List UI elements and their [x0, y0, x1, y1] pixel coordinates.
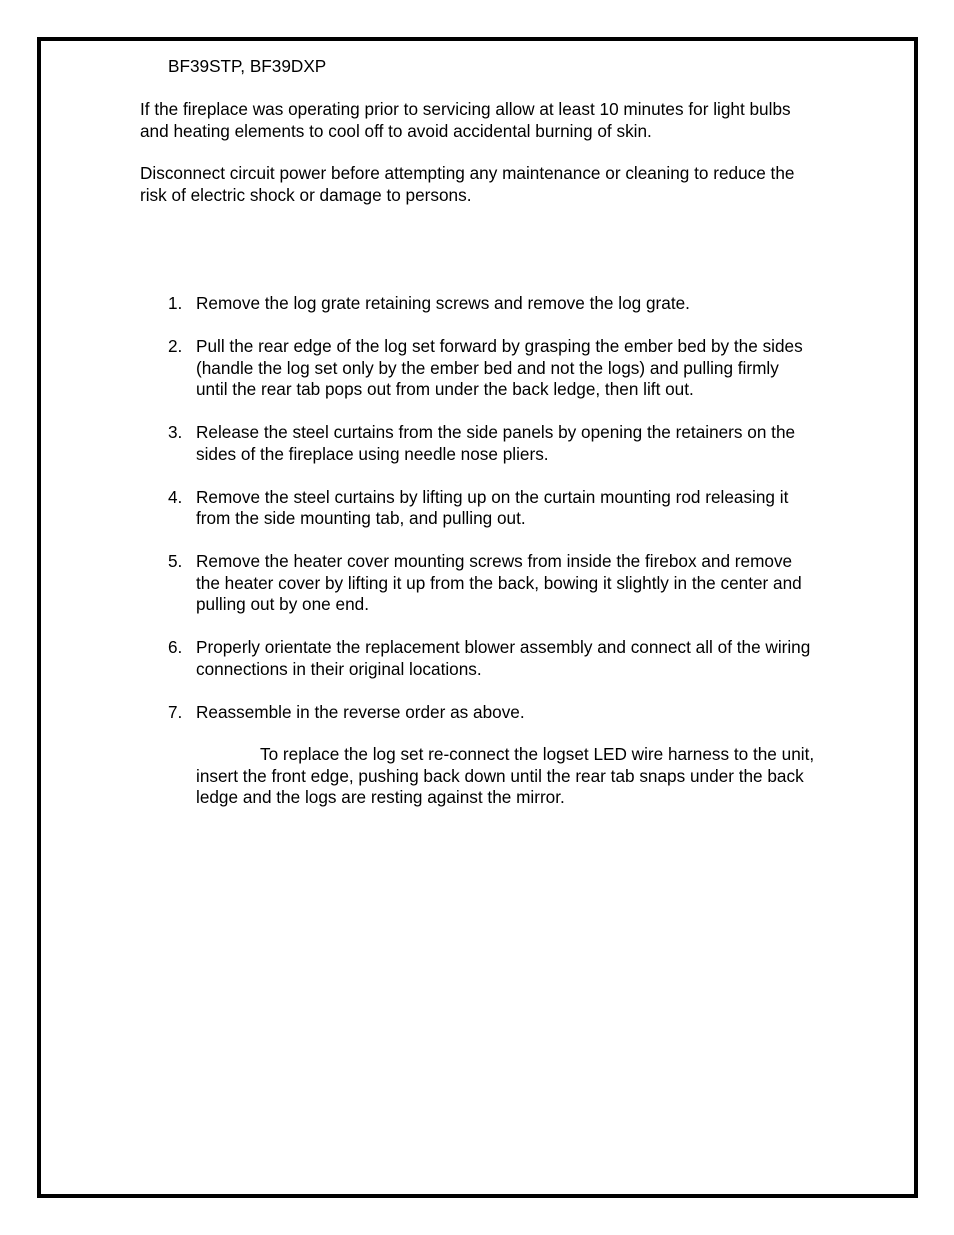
- step-text: pulling out by one end.: [196, 594, 369, 614]
- step-text: (handle the log set only by the ember bed and not the logs) and pulling firmly: [196, 357, 779, 378]
- step-number: 2.: [168, 336, 183, 356]
- model-numbers: BF39STP, BF39DXP: [168, 56, 327, 76]
- replacement-steps-list: [168, 293, 888, 745]
- step-text: sides of the fireplace using needle nose pliers.: [196, 443, 549, 464]
- step-number: 6.: [168, 637, 183, 657]
- log-set-note: [196, 744, 814, 809]
- warning-line: risk of electric shock or damage to persons.: [140, 184, 472, 205]
- note-line: ledge and the logs are resting against the mirror.: [196, 787, 565, 807]
- step-5: [168, 551, 888, 616]
- note-line: insert the front edge, pushing back down until the rear tab snaps under the back: [196, 765, 804, 786]
- note-line: To replace the log set re-connect the logset LED wire harness to the unit,: [260, 744, 815, 764]
- step-text: Reassemble in the reverse order as above.: [196, 701, 525, 722]
- step-2: [168, 336, 888, 401]
- step-6: [168, 637, 888, 680]
- step-text: Remove the steel curtains by lifting up on the curtain mounting rod releasing it: [196, 486, 789, 507]
- warning-line: and heating elements to cool off to avoid accidental burning of skin.: [140, 120, 652, 141]
- step-3: [168, 422, 888, 465]
- step-text: Properly orientate the replacement blower assembly and connect all of the wiring: [196, 637, 811, 657]
- step-text: Release the steel curtains from the side panels by opening the retainers on the: [196, 422, 796, 442]
- step-text: until the rear tab pops out from under the back ledge, then lift out.: [196, 379, 694, 399]
- step-text: from the side mounting tab, and pulling out.: [196, 508, 526, 528]
- step-number: 3.: [168, 422, 183, 442]
- step-text: Remove the heater cover mounting screws from inside the firebox and remove: [196, 551, 793, 571]
- step-number: 7.: [168, 701, 183, 722]
- step-text: Remove the log grate retaining screws and remove the log grate.: [196, 293, 690, 313]
- step-number: 1.: [168, 293, 183, 313]
- step-text: the heater cover by lifting it up from the back, bowing it slightly in the center and: [196, 572, 802, 593]
- warning-line: Disconnect circuit power before attempting any maintenance or cleaning to reduce the: [140, 163, 795, 183]
- warning-disconnect-power: [140, 163, 794, 206]
- step-text: Pull the rear edge of the log set forward by grasping the ember bed by the sides: [196, 336, 803, 356]
- step-number: 5.: [168, 551, 183, 571]
- warning-line: If the fireplace was operating prior to servicing allow at least 10 minutes for light bulbs: [140, 99, 791, 119]
- step-7: [168, 702, 888, 724]
- step-4: [168, 487, 888, 530]
- step-number: 4.: [168, 486, 183, 507]
- step-1: [168, 293, 888, 315]
- warning-cool-off: [140, 99, 791, 142]
- step-text: connections in their original locations.: [196, 658, 482, 679]
